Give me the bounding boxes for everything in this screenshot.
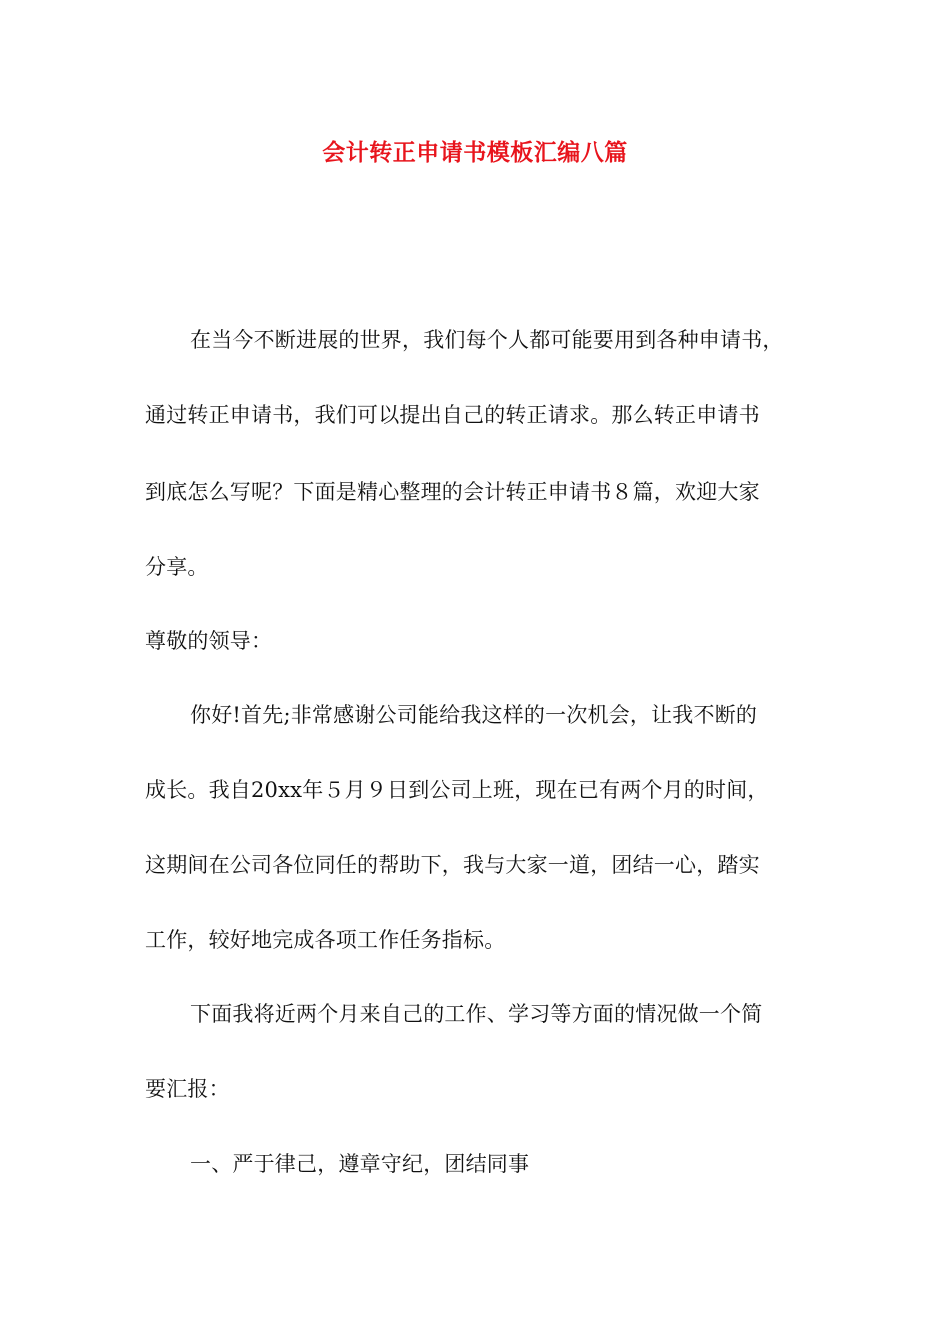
salutation: 尊敬的领导： bbox=[145, 629, 273, 653]
paragraph-line: 到底怎么写呢？下面是精心整理的会计转正申请书８篇，欢迎大家 bbox=[145, 480, 760, 504]
paragraph-line: 分享。 bbox=[145, 555, 209, 579]
paragraph-line: 这期间在公司各位同任的帮助下，我与大家一道，团结一心，踏实 bbox=[145, 853, 760, 877]
paragraph-line: 在当今不断进展的世界，我们每个人都可能要用到各种申请书， bbox=[190, 328, 784, 352]
paragraph-line: 下面我将近两个月来自己的工作、学习等方面的情况做一个简 bbox=[190, 1002, 763, 1026]
paragraph-line: 通过转正申请书，我们可以提出自己的转正请求。那么转正申请书 bbox=[145, 403, 760, 427]
paragraph-line: 要汇报： bbox=[145, 1077, 230, 1101]
document-title: 会计转正申请书模板汇编八篇 bbox=[322, 140, 628, 166]
section-heading: 一、严于律己，遵章守纪，团结同事 bbox=[190, 1152, 530, 1176]
paragraph-line: 工作，较好地完成各项工作任务指标。 bbox=[145, 928, 506, 952]
paragraph-line: 你好!首先;非常感谢公司能给我这样的一次机会，让我不断的 bbox=[190, 703, 758, 727]
paragraph-line: 成长。我自20xx年５月９日到公司上班，现在已有两个月的时间， bbox=[145, 778, 769, 802]
